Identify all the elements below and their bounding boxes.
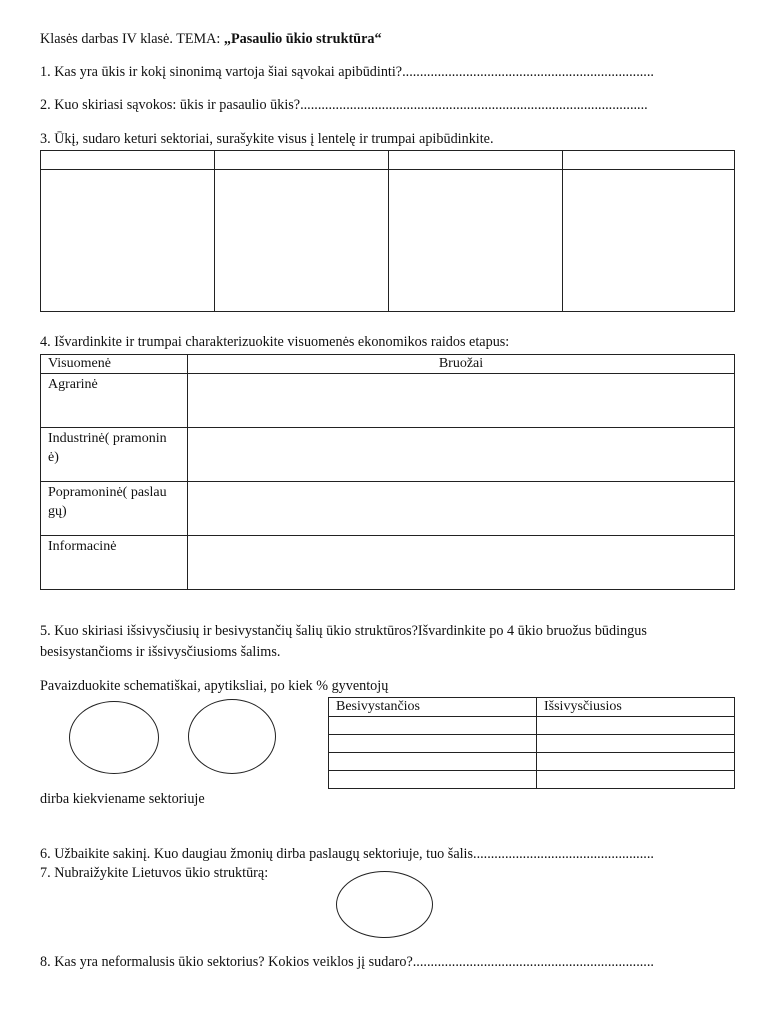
header-prefix: Klasės darbas IV klasė. TEMA: (40, 31, 224, 47)
column-header-society: Visuomenė (41, 355, 188, 374)
answer-cell[interactable] (537, 771, 735, 789)
question-2: 2. Kuo skiriasi sąvokos: ūkis ir pasaulio ūkis?.................................................................................................. (40, 97, 648, 113)
sectors-table (40, 150, 735, 312)
worksheet-header (40, 30, 382, 48)
table-row-label: Popramoninė( paslau gų) (41, 482, 188, 536)
sector-description-cell[interactable] (389, 170, 563, 312)
column-header-developed: Išsivysčiusios (537, 698, 735, 717)
answer-cell[interactable] (329, 753, 537, 771)
question-7: 7. Nubraižykite Lietuvos ūkio struktūrą: (40, 865, 269, 881)
answer-cell[interactable] (537, 735, 735, 753)
answer-cell[interactable] (537, 753, 735, 771)
answer-cell[interactable] (188, 482, 735, 536)
sector-ellipse-developed[interactable] (188, 699, 276, 774)
question-4: 4. Išvardinkite ir trumpai charakterizuokite visuomenės ekonomikos raidos etapus: (40, 334, 510, 350)
sector-header-cell[interactable] (389, 151, 563, 170)
answer-cell[interactable] (188, 428, 735, 482)
topic-title: „Pasaulio ūkio struktūra“ (223, 31, 382, 47)
sector-description-cell[interactable] (215, 170, 389, 312)
answer-cell[interactable] (329, 771, 537, 789)
table-row-label: Industrinė( pramonin ė) (41, 428, 188, 482)
table-row-label: Informacinė (41, 536, 188, 590)
question-8: 8. Kas yra neformalusis ūkio sektorius? Kokios veiklos jį sudaro?.................................................................... (40, 954, 654, 970)
answer-cell[interactable] (188, 374, 735, 428)
column-header-developing: Besivystančios (329, 698, 537, 717)
sector-header-cell[interactable] (41, 151, 215, 170)
question-6: 6. Užbaikite sakinį. Kuo daugiau žmonių dirba paslaugų sektoriuje, tuo šalis................................................... (40, 846, 654, 862)
table-row-label: Agrarinė (41, 374, 188, 428)
question-5-instruction-end: dirba kiekviename sektoriuje (40, 791, 205, 807)
answer-cell[interactable] (188, 536, 735, 590)
answer-cell[interactable] (329, 717, 537, 735)
sector-header-cell[interactable] (215, 151, 389, 170)
sector-description-cell[interactable] (41, 170, 215, 312)
question-5-line-2: besisystančioms ir išsivysčiusioms šalims. (40, 644, 281, 660)
answer-cell[interactable] (329, 735, 537, 753)
sector-header-cell[interactable] (563, 151, 735, 170)
answer-cell[interactable] (537, 717, 735, 735)
countries-table (328, 697, 735, 789)
sector-ellipse-developing[interactable] (69, 701, 159, 774)
sector-description-cell[interactable] (563, 170, 735, 312)
question-5-instruction: Pavaizduokite schematiškai, apytiksliai, po kiek % gyventojų (40, 678, 389, 694)
question-1: 1. Kas yra ūkis ir kokį sinonimą vartoja šiai sąvokai apibūdinti?....................................................................... (40, 64, 654, 80)
question-5-line-1: 5. Kuo skiriasi išsivysčiusių ir besivystančių šalių ūkio struktūros?Išvardinkite po 4 ūkio bruožus būdingus (40, 623, 647, 639)
question-3: 3. Ūkį, sudaro keturi sektoriai, surašykite visus į lentelę ir trumpai apibūdinkite. (40, 131, 494, 147)
lithuania-structure-ellipse[interactable] (336, 871, 433, 938)
society-stages-table (40, 354, 735, 590)
column-header-features: Bruožai (188, 355, 735, 374)
